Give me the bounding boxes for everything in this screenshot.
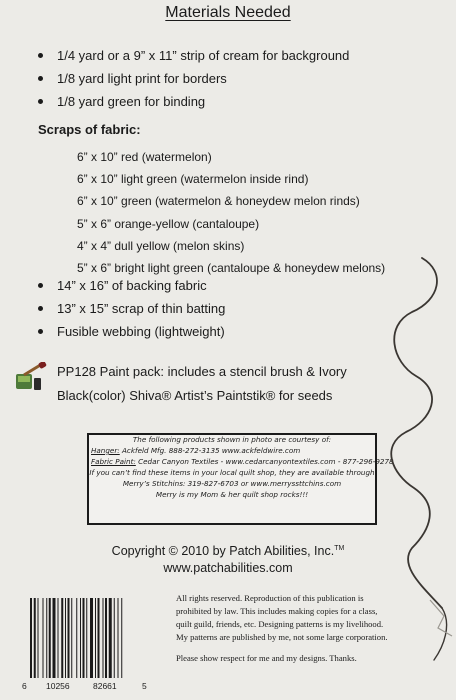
paint-pack-icon — [14, 362, 48, 392]
rights-line: quilt guild, friends, etc. Designing patterns is my livelihood. — [176, 619, 384, 629]
materials-list-continued — [38, 274, 225, 343]
list-item: 5” x 6” orange-yellow (cantaloupe) — [77, 216, 260, 231]
list-item: 13” x 15” scrap of thin batting — [38, 297, 225, 320]
list-item: 1/8 yard light print for borders — [38, 67, 349, 90]
list-item: 14” x 16” of backing fabric — [38, 274, 225, 297]
list-item: 6” x 10” light green (watermelon inside rind) — [77, 172, 309, 187]
hanger-label: Hanger: — [91, 445, 120, 455]
list-item: 4” x 4” dull yellow (melon skins) — [77, 238, 245, 253]
hanger-text: Ackfeld Mfg. 888-272-3135 www.ackfeldwire.com — [119, 445, 301, 455]
rights-line: My patterns are published by me, not some large corporation. — [176, 632, 388, 642]
list-item: 6” x 10” green (watermelon & honeydew melon rinds) — [77, 194, 360, 209]
materials-list — [38, 44, 349, 113]
scraps-heading: Scraps of fabric: — [38, 122, 141, 137]
barcode-check-digit: 5 — [142, 681, 147, 691]
website-link[interactable]: www.patchabilities.com — [163, 561, 293, 575]
rights-line: Please show respect for me and my designs. Thanks. — [176, 653, 357, 663]
barcode-right-group: 82661 — [93, 681, 117, 691]
courtesy-heading: The following products shown in photo are courtesy of: — [132, 435, 332, 444]
rights-line: All rights reserved. Reproduction of this publication is — [176, 593, 364, 603]
barcode-lead-digit: 6 — [22, 681, 27, 691]
merry-line: Merry’s Stitchins: 319-827-6703 or www.merryssttchins.com — [122, 478, 342, 488]
list-item: 5” x 6” bright light green (cantaloupe & honeydew melons) — [77, 261, 386, 276]
copyright-line — [0, 544, 456, 558]
fabric-paint-label: Fabric Paint: — [91, 456, 136, 466]
paint-pack-line-1: PP128 Paint pack: includes a stencil brush & Ivory — [57, 364, 347, 379]
list-item: 1/8 yard green for binding — [38, 90, 349, 113]
local-shop-line: If you can’t find these items in your local quilt shop, they are available through — [89, 467, 375, 477]
barcode-left-group: 10256 — [46, 681, 70, 691]
list-item: 1/4 yard or a 9” x 11” strip of cream for background — [38, 44, 349, 67]
rights-notice — [176, 592, 446, 665]
page-title: Materials Needed — [165, 4, 291, 21]
paint-pack-line-2: Black(color) Shiva® Artist’s Paintstik® for seeds — [57, 388, 333, 403]
fabric-paint-text: Cedar Canyon Textiles - www.cedarcanyontextiles.com - 877-296-9278 — [135, 456, 394, 466]
list-item: Fusible webbing (lightweight) — [38, 320, 225, 343]
barcode-image — [30, 598, 140, 678]
fabric-paint-line — [89, 456, 394, 468]
rights-line: prohibited by law. This includes making copies for a class, — [176, 606, 378, 616]
list-item: 6” x 10” red (watermelon) — [77, 150, 212, 164]
trademark-mark: TM — [334, 544, 345, 552]
courtesy-box — [87, 433, 394, 525]
scraps-list — [77, 146, 385, 279]
copyright-text: Copyright © 2010 by Patch Abilities, Inc. — [111, 544, 335, 558]
hanger-line — [89, 446, 375, 457]
mom-line: Merry is my Mom & her quilt shop rocks!!! — [155, 489, 309, 499]
